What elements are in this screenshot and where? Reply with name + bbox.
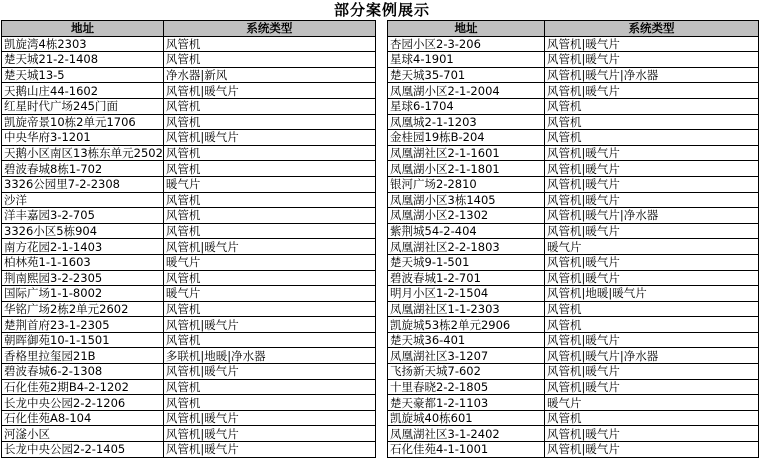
table-row <box>388 130 759 146</box>
system-type-cell: 风管机|暖气片 <box>163 317 375 333</box>
system-type-cell: 风管机 <box>163 395 375 411</box>
address-cell: 凤凰城2-1-1203 <box>388 114 545 130</box>
address-cell: 凯旋城53栋2单元2906 <box>388 317 545 333</box>
system-type-cell: 风管机|暖气片 <box>163 364 375 380</box>
system-type-cell: 风管机 <box>163 145 375 161</box>
system-type-cell: 风管机|暖气片 <box>163 442 375 458</box>
system-type-header: 系统类型 <box>163 21 375 37</box>
address-cell: 楚荆首府23-1-2305 <box>2 317 164 333</box>
table-row <box>2 348 376 364</box>
system-type-cell: 风管机|暖气片 <box>545 332 759 348</box>
table-row <box>2 270 376 286</box>
address-cell: 飞扬新天城7-602 <box>388 364 545 380</box>
system-type-cell: 风管机 <box>545 301 759 317</box>
system-type-cell: 风管机 <box>163 161 375 177</box>
right-case-table <box>387 20 759 458</box>
table-row <box>388 379 759 395</box>
address-cell: 楚天城35-701 <box>388 67 545 83</box>
table-row <box>388 161 759 177</box>
table-row <box>388 410 759 426</box>
address-cell: 杏园小区2-3-206 <box>388 36 545 52</box>
table-row <box>2 395 376 411</box>
address-cell: 星球6-1704 <box>388 98 545 114</box>
address-cell: 朝晖御苑10-1-1501 <box>2 332 164 348</box>
system-type-cell: 风管机 <box>545 114 759 130</box>
system-type-cell: 风管机 <box>163 379 375 395</box>
address-cell: 凤凰湖社区2-1-1601 <box>388 145 545 161</box>
address-cell: 石化佳苑A8-104 <box>2 410 164 426</box>
system-type-cell: 风管机|暖气片 <box>545 52 759 68</box>
table-row <box>388 332 759 348</box>
table-row <box>388 223 759 239</box>
address-cell: 星球4-1901 <box>388 52 545 68</box>
address-cell: 洋丰嘉园3-2-705 <box>2 208 164 224</box>
table-row <box>388 270 759 286</box>
system-type-cell: 暖气片 <box>545 239 759 255</box>
table-row <box>388 192 759 208</box>
left-table-body <box>2 36 376 457</box>
address-cell: 凤凰湖社区3-1-2402 <box>388 426 545 442</box>
system-type-cell: 风管机|暖气片 <box>545 145 759 161</box>
address-cell: 碧波春城1-2-701 <box>388 270 545 286</box>
address-cell: 柏林苑1-1-1603 <box>2 254 164 270</box>
system-type-cell: 风管机|暖气片 <box>545 442 759 458</box>
system-type-cell: 风管机 <box>163 301 375 317</box>
left-case-table <box>1 20 376 458</box>
table-row <box>2 317 376 333</box>
address-cell: 南方花园2-1-1403 <box>2 239 164 255</box>
system-type-cell: 风管机|暖气片 <box>545 364 759 380</box>
table-row <box>2 161 376 177</box>
system-type-cell: 风管机|暖气片 <box>545 161 759 177</box>
address-cell: 中央华府3-1201 <box>2 130 164 146</box>
system-type-cell: 暖气片 <box>545 395 759 411</box>
table-row <box>388 348 759 364</box>
system-type-cell: 风管机|暖气片 <box>545 83 759 99</box>
address-cell: 沙洋 <box>2 192 164 208</box>
address-cell: 红星时代广场245门面 <box>2 98 164 114</box>
system-type-cell: 风管机 <box>163 98 375 114</box>
table-row <box>2 426 376 442</box>
header-row <box>2 21 376 37</box>
table-row <box>388 254 759 270</box>
system-type-cell: 风管机|暖气片 <box>163 83 375 99</box>
address-cell: 凤凰湖小区2-1-2004 <box>388 83 545 99</box>
address-cell: 碧波春城8栋1-702 <box>2 161 164 177</box>
header-row <box>388 21 759 37</box>
address-cell: 十里春晓2-2-1805 <box>388 379 545 395</box>
table-row <box>2 239 376 255</box>
address-header: 地址 <box>2 21 164 37</box>
address-cell: 凯旋城40栋601 <box>388 410 545 426</box>
system-type-cell: 风管机 <box>163 36 375 52</box>
address-cell: 楚天城9-1-501 <box>388 254 545 270</box>
table-row <box>2 379 376 395</box>
system-type-cell: 风管机|暖气片 <box>545 270 759 286</box>
system-type-cell: 多联机|地暖|净水器 <box>163 348 375 364</box>
system-type-cell: 风管机|暖气片 <box>545 254 759 270</box>
address-cell: 石化佳苑4-1-1001 <box>388 442 545 458</box>
address-cell: 金桂园19栋B-204 <box>388 130 545 146</box>
address-cell: 明月小区1-2-1504 <box>388 286 545 302</box>
table-row <box>388 114 759 130</box>
address-cell: 国际广场1-1-8002 <box>2 286 164 302</box>
system-type-cell: 风管机|暖气片 <box>545 223 759 239</box>
table-row <box>388 145 759 161</box>
system-type-cell: 风管机|暖气片|净水器 <box>545 348 759 364</box>
table-row <box>2 208 376 224</box>
address-cell: 3326公园里7-2-2308 <box>2 176 164 192</box>
page-title: 部分案例展示 <box>333 1 430 19</box>
address-cell: 凯旋帝景10栋2单元1706 <box>2 114 164 130</box>
address-cell: 凤凰湖小区2-1302 <box>388 208 545 224</box>
table-row <box>388 67 759 83</box>
system-type-cell: 风管机|暖气片 <box>545 426 759 442</box>
address-cell: 长龙中央公园2-2-1206 <box>2 395 164 411</box>
table-row <box>388 83 759 99</box>
address-cell: 天鹅山庄44-1602 <box>2 83 164 99</box>
system-type-cell: 风管机|暖气片 <box>163 410 375 426</box>
address-cell: 凤凰湖社区2-2-1803 <box>388 239 545 255</box>
system-type-cell: 风管机 <box>545 410 759 426</box>
address-cell: 长龙中央公园2-2-1405 <box>2 442 164 458</box>
system-type-header: 系统类型 <box>545 21 759 37</box>
system-type-cell: 风管机|暖气片 <box>163 130 375 146</box>
table-row <box>2 442 376 458</box>
system-type-cell: 暖气片 <box>163 286 375 302</box>
system-type-cell: 风管机|暖气片 <box>545 379 759 395</box>
address-cell: 楚天城21-2-1408 <box>2 52 164 68</box>
system-type-cell: 净水器|新风 <box>163 67 375 83</box>
address-cell: 河滏小区 <box>2 426 164 442</box>
system-type-cell: 风管机 <box>163 332 375 348</box>
address-cell: 凤凰湖社区3-1207 <box>388 348 545 364</box>
system-type-cell: 风管机 <box>163 223 375 239</box>
system-type-cell: 风管机 <box>163 192 375 208</box>
address-cell: 香格里拉玺园21B <box>2 348 164 364</box>
address-cell: 楚天城13-5 <box>2 67 164 83</box>
table-row <box>388 395 759 411</box>
address-header: 地址 <box>388 21 545 37</box>
address-cell: 石化佳苑2期B4-2-1202 <box>2 379 164 395</box>
system-type-cell: 风管机|暖气片 <box>163 426 375 442</box>
address-cell: 天鹅小区南区13栋东单元2502 <box>2 145 164 161</box>
system-type-cell: 暖气片 <box>163 254 375 270</box>
table-row <box>388 98 759 114</box>
address-cell: 碧波春城6-2-1308 <box>2 364 164 380</box>
table-row <box>2 254 376 270</box>
table-row <box>388 317 759 333</box>
table-row <box>2 52 376 68</box>
system-type-cell: 风管机|暖气片 <box>545 192 759 208</box>
address-cell: 楚天豪都1-2-1103 <box>388 395 545 411</box>
system-type-cell: 风管机|暖气片 <box>545 176 759 192</box>
table-row <box>2 145 376 161</box>
address-cell: 凤凰湖社区1-1-2303 <box>388 301 545 317</box>
system-type-cell: 风管机 <box>163 270 375 286</box>
table-row <box>2 130 376 146</box>
system-type-cell: 风管机 <box>163 114 375 130</box>
address-cell: 3326小区5栋904 <box>2 223 164 239</box>
table-row <box>388 286 759 302</box>
address-cell: 凤凰湖小区2-1-1801 <box>388 161 545 177</box>
address-cell: 楚天城36-401 <box>388 332 545 348</box>
system-type-cell: 风管机 <box>545 317 759 333</box>
table-row <box>2 114 376 130</box>
table-row <box>2 410 376 426</box>
table-row <box>2 67 376 83</box>
table-row <box>2 332 376 348</box>
system-type-cell: 风管机|地暖|暖气片 <box>545 286 759 302</box>
right-table-body <box>388 36 759 457</box>
address-cell: 凯旋湾4栋2303 <box>2 36 164 52</box>
system-type-cell: 风管机|暖气片 <box>545 36 759 52</box>
table-row <box>2 192 376 208</box>
table-row <box>388 364 759 380</box>
table-row <box>388 426 759 442</box>
table-row <box>388 36 759 52</box>
address-cell: 凤凰湖小区3栋1405 <box>388 192 545 208</box>
system-type-cell: 风管机|暖气片|净水器 <box>545 208 759 224</box>
table-row <box>2 36 376 52</box>
system-type-cell: 暖气片 <box>163 176 375 192</box>
table-row <box>2 301 376 317</box>
table-row <box>2 364 376 380</box>
table-row <box>388 301 759 317</box>
address-cell: 银河广场2-2810 <box>388 176 545 192</box>
table-row <box>2 98 376 114</box>
table-row <box>388 52 759 68</box>
table-row <box>2 83 376 99</box>
system-type-cell: 风管机 <box>163 208 375 224</box>
system-type-cell: 风管机 <box>545 130 759 146</box>
table-row <box>388 208 759 224</box>
table-row <box>388 442 759 458</box>
address-cell: 荆南熙园3-2-2305 <box>2 270 164 286</box>
system-type-cell: 风管机 <box>163 52 375 68</box>
table-row <box>2 223 376 239</box>
address-cell: 紫荆城54-2-404 <box>388 223 545 239</box>
system-type-cell: 风管机|暖气片 <box>163 239 375 255</box>
system-type-cell: 风管机 <box>545 98 759 114</box>
table-row <box>388 176 759 192</box>
table-row <box>2 286 376 302</box>
address-cell: 华铭广场2栋2单元2602 <box>2 301 164 317</box>
system-type-cell: 风管机|暖气片|净水器 <box>545 67 759 83</box>
table-row <box>388 239 759 255</box>
table-row <box>2 176 376 192</box>
